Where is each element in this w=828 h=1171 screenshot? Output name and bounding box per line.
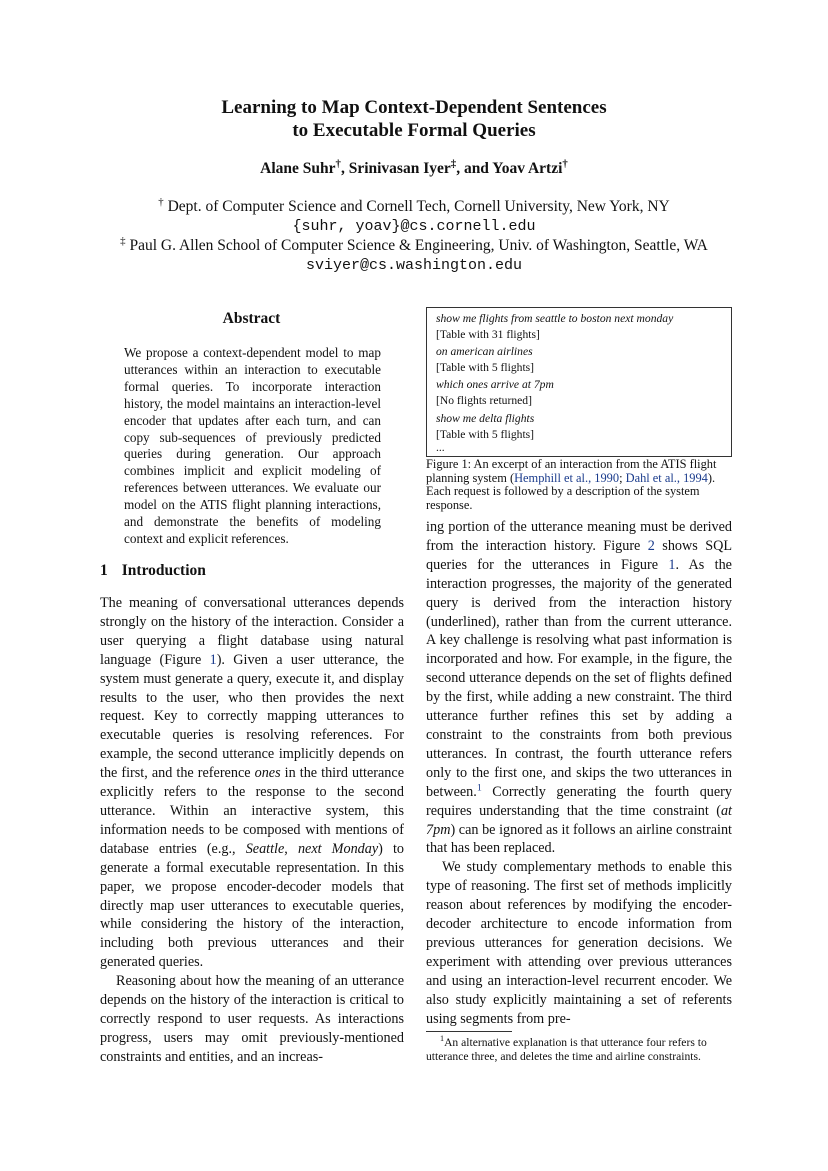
text-run: ; <box>619 470 626 485</box>
title-line-2: to Executable Formal Queries <box>292 120 536 141</box>
text-run: ) can be ignored as it follows an airline constraint that has been replaced. <box>426 821 732 857</box>
intro-paragraph-2: Reasoning about how the meaning of an utterance depends on the history of the interaction is critical to correctly respond to user requests. As interactions progress, users may omit previously-mentioned constraints and entities, and an increas- <box>100 973 404 1065</box>
figure-response: [No flights returned] <box>436 394 532 407</box>
author-separator: , and <box>456 160 493 177</box>
figure-utterance: which ones arrive at 7pm <box>436 378 554 391</box>
title-line-1: Learning to Map Context-Dependent Sentences <box>221 97 607 118</box>
section-title: Introduction <box>121 562 206 579</box>
abstract-body <box>124 345 381 548</box>
text-run: ) to generate a formal executable representation. In this paper, we propose encoder-decoder models that directly map user utterances to executable queries, while considering the history of the interaction, including both previous utterances and their generated queries. <box>100 840 405 971</box>
footnote-ref-link[interactable]: 1 <box>476 781 482 793</box>
footnote <box>426 1036 732 1064</box>
text-run: ). Each request is followed by a description of the system response. <box>426 470 716 512</box>
paper-title <box>0 96 828 142</box>
figure-response: [Table with 31 flights] <box>436 328 540 341</box>
text-run: The meaning of conversational utterances depends strongly on the history of the interaction. Consider a user querying a flight database using natural language (Figure <box>100 595 404 668</box>
caption-text <box>426 458 732 512</box>
cornell-email: {suhr, yoav}@cs.cornell.edu <box>292 218 536 235</box>
right-column <box>426 518 732 1028</box>
affiliation-mark: † <box>335 157 341 170</box>
figure-ref-link[interactable]: 1 <box>209 651 217 668</box>
affiliation-text: Paul G. Allen School of Computer Science & Engineering, Univ. of Washington, Seattle, WA <box>129 237 708 254</box>
section-number: 1 <box>100 562 108 579</box>
section-heading <box>100 562 206 580</box>
text-run: . As the interaction progresses, the majority of the generated query is derived from the interaction history (underlined), rather than from the current utterance. A key challenge is resolving what past information is incorporated and how. For example, in the figure, the second utterance depends on the set of flights defined by the first, while adding a new constraint. The third utterance further refines this set by adding a constraint to the constraints from both previous utterances. In contrast, the fourth utterance refers only to the first one, and skips the two utterances in between. <box>426 556 732 800</box>
author-name: Alane Suhr <box>260 160 336 177</box>
intro-paragraph-3 <box>426 518 732 858</box>
affiliation-uw <box>0 236 828 255</box>
emphasis: Seattle <box>245 840 285 857</box>
left-column <box>100 594 404 1067</box>
figure-ellipsis: ... <box>436 441 445 454</box>
affiliation-mark: ‡ <box>120 234 126 247</box>
footnote-divider <box>426 1031 512 1032</box>
figure-1-caption <box>426 458 732 512</box>
footnote-mark: 1 <box>440 1034 445 1044</box>
author-separator: , <box>340 160 349 177</box>
affiliation-mark: † <box>562 157 568 170</box>
emphasis: next Monday <box>297 840 379 857</box>
author-name: Yoav Artzi <box>492 160 563 177</box>
abstract-text: We propose a context-dependent model to map utterances within an interaction to executable formal queries. To incorporate interaction history, the model maintains an interaction-level encoder that updates after each turn, and can copy sub-sequences of previously predicted queries during generation. Our approach combines implicit and explicit modeling of references between utterances. We evaluate our model on the ATIS flight planning interactions, and demonstrate the benefits of modeling context and explicit references. <box>124 345 381 546</box>
figure-utterance: show me delta flights <box>436 412 535 425</box>
emphasis: ones <box>254 765 281 782</box>
figure-ref-link[interactable]: 1 <box>668 556 676 573</box>
affiliation-cornell <box>0 197 828 216</box>
figure-utterance: show me flights from seattle to boston next monday <box>436 312 674 325</box>
text-run: Correctly generating the fourth query requires understanding that the time constraint ( <box>426 783 732 819</box>
affiliation-mark: † <box>158 195 164 208</box>
text-run: ing portion of the utterance meaning must be derived from the interaction history. Figure <box>426 519 732 554</box>
text-run: , <box>284 840 298 857</box>
author-list <box>0 157 828 178</box>
text-run: ). Given a user utterance, the system must generate a query, execute it, and display results to the user, who then provides the next request. Key to correctly mapping utterances to executable queries is resolving references. For example, the second utterance implicitly depends on the first, and the reference <box>100 651 404 782</box>
figure-response: [Table with 5 flights] <box>436 361 535 374</box>
emphasis: at 7pm <box>426 802 732 838</box>
figure-1-box <box>426 307 732 457</box>
uw-email: sviyer@cs.washington.edu <box>305 257 523 274</box>
text-run: in the third utterance explicitly refers to the response to the second utterance. Within an interactive system, this information needs to be composed with mentions of database entries (e.g., <box>100 765 404 857</box>
intro-paragraph-1 <box>100 594 404 972</box>
affiliation-mark: ‡ <box>450 157 457 170</box>
author-name: Srinivasan Iyer <box>348 160 451 177</box>
affiliation-text: Dept. of Computer Science and Cornell Tech, Cornell University, New York, NY <box>167 198 670 215</box>
abstract-heading: Abstract <box>222 310 281 327</box>
figure-response: [Table with 5 flights] <box>436 428 535 441</box>
citation-link[interactable]: Dahl et al., 1994 <box>625 470 708 485</box>
citation-link[interactable]: Hemphill et al., 1990 <box>514 470 620 485</box>
footnote-text: An alternative explanation is that utterance four refers to utterance three, and deletes the time and airline constraints. <box>426 1036 707 1063</box>
intro-paragraph-4: We study complementary methods to enable this type of reasoning. The first set of methods implicitly reason about references by modifying the encoder-decoder architecture to encode information from previous utterances for generation decisions. We experiment with attending over previous utterances and using an interaction-level recurrent encoder. We also study explicitly maintaining a set of referents using segments from pre- <box>426 859 732 1027</box>
text-run: Figure 1: An excerpt of an interaction from the ATIS flight planning system ( <box>426 457 717 485</box>
figure-ref-link[interactable]: 2 <box>647 537 655 554</box>
figure-utterance: on american airlines <box>436 345 533 358</box>
text-run: shows SQL queries for the utterances in Figure <box>426 537 733 573</box>
